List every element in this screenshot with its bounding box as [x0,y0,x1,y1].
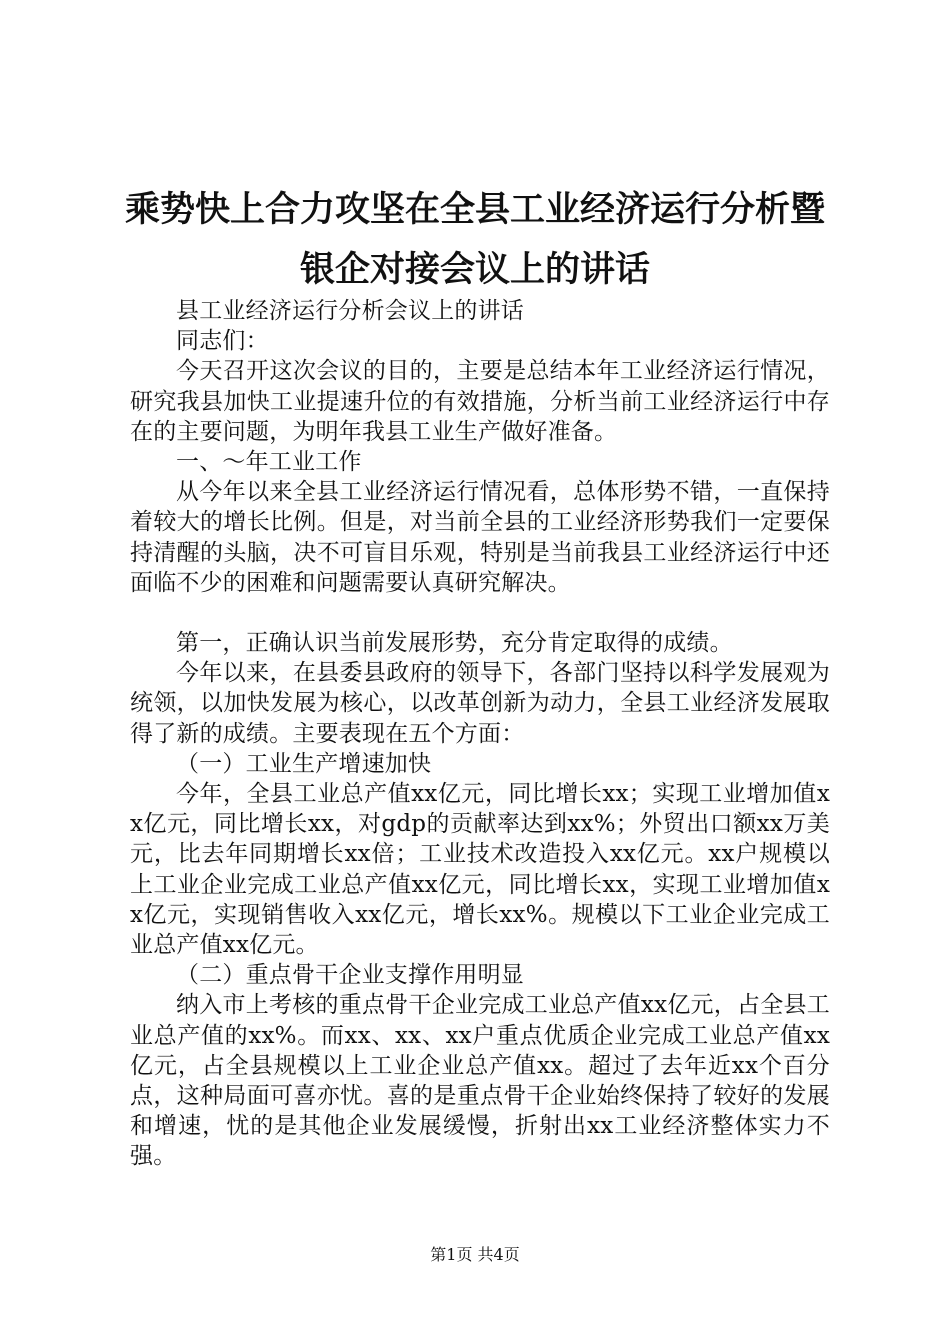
subheading-2: （二）重点骨干企业支撑作用明显 [176,962,524,989]
paragraph-purpose: 今天召开这次会议的目的，主要是总结本年工业经济运行情况，研究我县加快工业提速升位的有效措施，分析当前工业经济运行中存在的主要问题，为明年我县工业生产做好准备。 [130,358,830,445]
speech-subtitle: 县工业经济运行分析会议上的讲话 [176,298,524,324]
page-number-footer: 第1页 共4页 [430,1245,520,1264]
point-heading-first: 第一，正确认识当前发展形势，充分肯定取得的成绩。 [176,630,733,657]
paragraph-key-enterprises: 纳入市上考核的重点骨干企业完成工业总产值xx亿元，占全县工业总产值的xx%。而xx、xx、xx户重点优质企业完成工业总产值xx亿元，占全县规模以上工业企业总产值xx。超过了去年近xx个百分点，这种局面可喜亦忧。喜的是重点骨干企业始终保持了较好的发展和增速，忧的是其他企业发展缓慢，折射出xx工业经济整体实力不强。 [130,992,830,1170]
paragraph-growth: 今年，全县工业总产值xx亿元，同比增长xx；实现工业增加值xx亿元，同比增长xx，对gdp的贡献率达到xx%；外贸出口额xx万美元，比去年同期增长xx倍；工业技术改造投入xx亿元。xx户规模以上工业企业完成工业总产值xx亿元，同比增长xx，实现工业增加值xx亿元，实现销售收入xx亿元，增长xx%。规模以下工业企业完成工业总产值xx亿元。 [130,781,830,959]
document-body [130,296,830,1172]
salutation: 同志们： [176,328,269,355]
paragraph-achievements: 今年以来，在县委县政府的领导下，各部门坚持以科学发展观为统领，以加快发展为核心，以改革创新为动力，全县工业经济发展取得了新的成绩。主要表现在五个方面： [130,660,830,747]
subheading-1: （一）工业生产增速加快 [176,750,432,777]
paragraph-overview: 从今年以来全县工业经济运行情况看，总体形势不错，一直保持着较大的增长比例。但是，对当前全县的工业经济形势我们一定要保持清醒的头脑，决不可盲目乐观，特别是当前我县工业经济运行中还面临不少的困难和问题需要认真研究解决。 [130,479,830,596]
section-heading-1: 一、～年工业工作 [176,449,362,476]
title-line-1: 乘势快上合力攻坚在全县工业经济运行分析暨 [124,190,825,230]
document-title [90,180,860,300]
title-line-2: 银企对接会议上的讲话 [299,250,650,290]
